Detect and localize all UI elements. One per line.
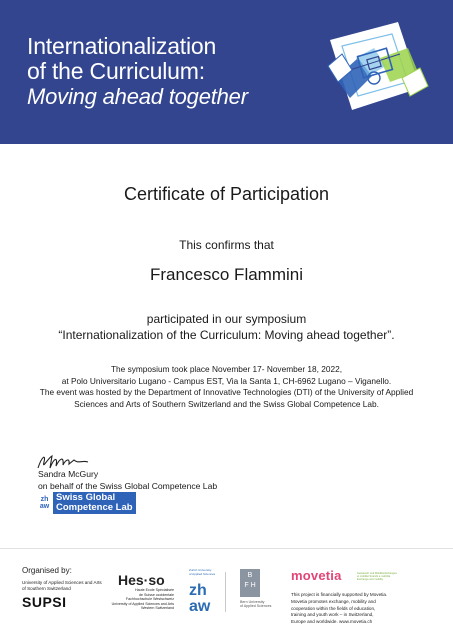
footer-divider — [0, 548, 453, 549]
supsi-logo: SUPSI — [22, 594, 67, 610]
zhaw-subtitle: Zurich University of Applied Sciences — [189, 568, 216, 576]
details-line: at Polo Universitario Lugano - Campus EST, Via la Santa 1, CH-6962 Lugano – Viganello. — [61, 375, 392, 386]
movetia-logo: movetia — [291, 568, 342, 583]
svg-text:zh: zh — [189, 582, 207, 599]
zhaw-logo — [189, 581, 219, 618]
movetia-tagline: Austausch und Mobilität Echanges et mobilité Scambi e mobilità Exchange and mobility — [357, 572, 397, 582]
details-line: The event was hosted by the Department of Innovative Technologies (DTI) of the University of Applied — [39, 387, 414, 398]
hesso-subtitle: Haute Ecole Spécialisée de Suisse occidentale Fachhochschule Westschweiz University of Applied Sciences and Arts Western Switzerland — [111, 588, 174, 611]
bfh-logo: B F H — [240, 569, 260, 597]
participant-name: Francesco Flammini — [149, 265, 304, 284]
banner-title-line1: Internationalization — [27, 33, 217, 59]
participated-line: participated in our symposium — [146, 312, 307, 326]
details-line: Sciences and Arts of Southern Switzerland and the Swiss Global Competence Lab. — [74, 398, 379, 409]
banner-title — [27, 34, 248, 109]
movetia-funding-text: This project is financially supported by Movetia. Movetia promotes exchange, mobility and cooperation within the fields of education, training and youth work – in Switzerland, Europe and worldwide. www.movetia.ch — [291, 592, 388, 625]
bfh-subtitle: Bern University of Applied Sciences — [240, 600, 272, 609]
hesso-logo: Hes·so — [118, 572, 165, 588]
header-banner — [0, 0, 453, 144]
banner-title-line3: Moving ahead together — [27, 84, 248, 109]
participation-text — [0, 311, 453, 343]
svg-text:aw: aw — [189, 598, 211, 613]
banner-title-line2: of the Curriculum: — [27, 58, 205, 84]
signer-block — [38, 469, 217, 492]
swiss-global-competence-lab-logo — [38, 492, 136, 514]
organised-by-label: Organised by: — [22, 566, 72, 575]
confirms-text: This confirms that — [179, 238, 274, 252]
sgc-mark-icon: zh aw — [39, 496, 50, 510]
signer-role: on behalf of the Swiss Global Competence Lab — [38, 480, 218, 491]
sgc-wordmark: Swiss Global Competence Lab — [53, 492, 136, 514]
supsi-subtitle: University of Applied Sciences and Arts of Southern Switzerland — [22, 580, 102, 591]
symposium-logo-icon — [316, 18, 436, 126]
symposium-name: “Internationalization of the Curriculum: Moving ahead together”. — [58, 328, 395, 342]
logo-separator — [225, 572, 226, 612]
signer-name: Sandra McGury — [38, 469, 99, 479]
details-line: The symposium took place November 17- November 18, 2022, — [110, 364, 343, 374]
certificate-title: Certificate of Participation — [123, 184, 330, 204]
event-details — [0, 364, 453, 410]
